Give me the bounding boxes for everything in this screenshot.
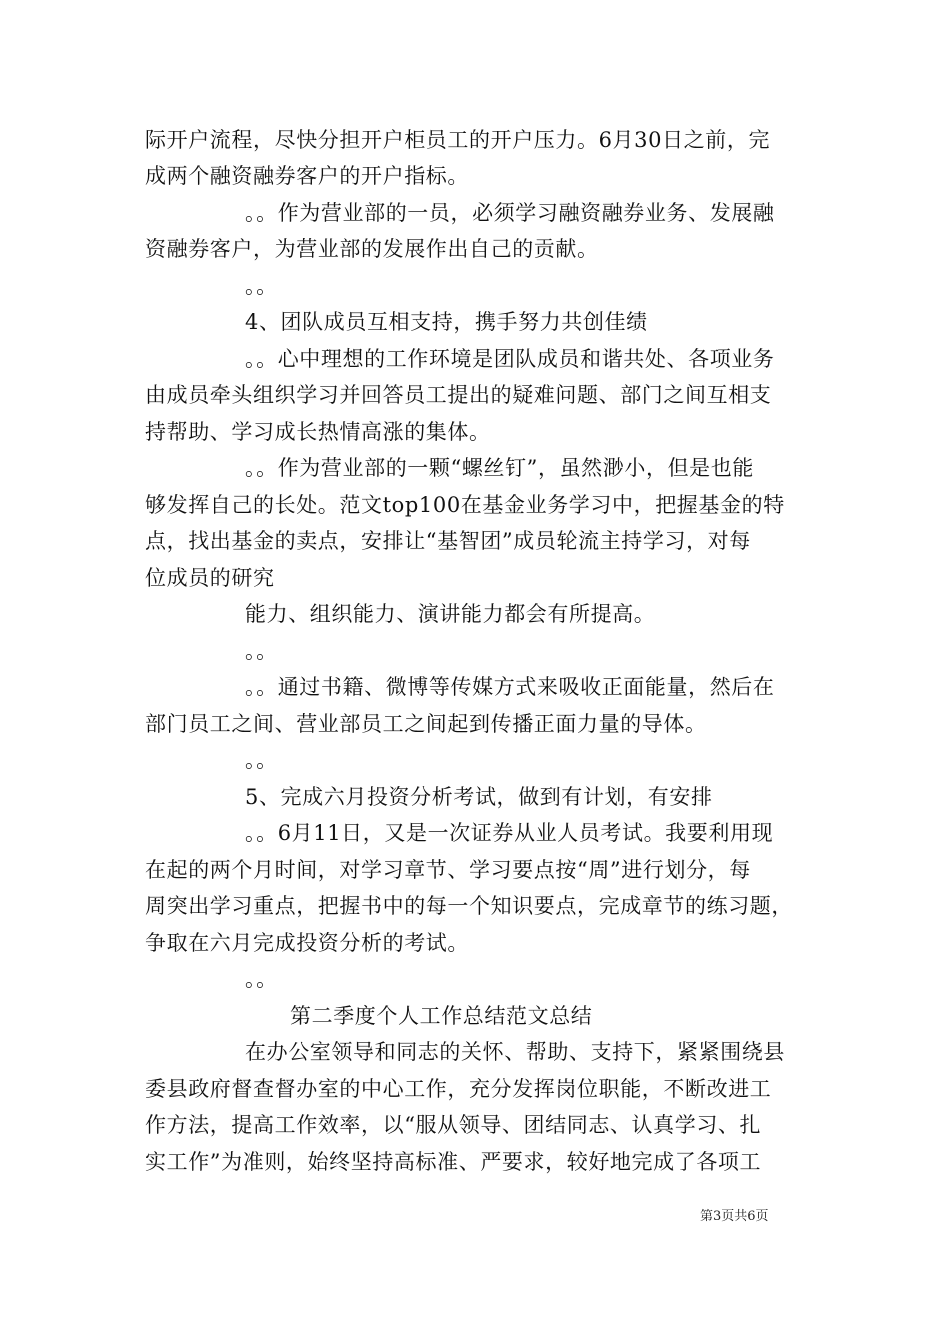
article-title: 第二季度个人工作总结范文总结 [290, 1004, 593, 1028]
text-line: 。。6月11日，又是一次证券从业人员考试。我要利用现 [245, 821, 774, 845]
text-line: 际开户流程，尽快分担开户柜员工的开户压力。6月30日之前，完 [145, 128, 771, 152]
text-line: 资融券客户，为营业部的发展作出自己的贡献。 [145, 237, 599, 261]
text-line: 。。 [245, 274, 278, 298]
text-line: 。。通过书籍、微博等传媒方式来吸收正面能量，然后在 [245, 675, 775, 699]
text-line: 。。 [245, 967, 278, 991]
text-line: 位成员的研究 [145, 566, 275, 590]
page-number: 第3页共6页 [700, 1209, 769, 1224]
text-line: 。。作为营业部的一颗“螺丝钉”，虽然渺小，但是也能 [245, 456, 754, 480]
text-line: 作方法，提高工作效率，以“服从领导、团结同志、认真学习、扎 [145, 1113, 762, 1137]
text-line: 成两个融资融券客户的开户指标。 [145, 164, 469, 188]
text-line: 点，找出基金的卖点，安排让“基智团”成员轮流主持学习，对每 [145, 529, 751, 553]
text-line: 。。 [245, 639, 278, 663]
text-line: 能力、组织能力、演讲能力都会有所提高。 [245, 602, 656, 626]
text-line: 。。心中理想的工作环境是团队成员和谐共处、各项业务 [245, 347, 775, 371]
text-line: 。。作为营业部的一员，必须学习融资融券业务、发展融 [245, 201, 775, 225]
text-line: 。。 [245, 748, 278, 772]
text-line: 在办公室领导和同志的关怀、帮助、支持下，紧紧围绕县 [245, 1040, 785, 1064]
section-heading: 4、团队成员互相支持，携手努力共创佳绩 [245, 310, 648, 334]
section-heading: 5、完成六月投资分析考试，做到有计划，有安排 [245, 785, 713, 809]
text-line: 持帮助、学习成长热情高涨的集体。 [145, 420, 491, 444]
text-line: 委县政府督查督办室的中心工作，充分发挥岗位职能，不断改进工 [145, 1077, 772, 1101]
text-line: 在起的两个月时间，对学习章节、学习要点按“周”进行划分，每 [145, 858, 751, 882]
text-line: 由成员牵头组织学习并回答员工提出的疑难问题、部门之间互相支 [145, 383, 772, 407]
text-line: 争取在六月完成投资分析的考试。 [145, 931, 469, 955]
text-line: 够发挥自己的长处。范文top100在基金业务学习中，把握基金的特 [145, 493, 785, 517]
text-line: 周突出学习重点，把握书中的每一个知识要点，完成章节的练习题， [145, 894, 793, 918]
text-line: 实工作”为准则，始终坚持高标准、严要求，较好地完成了各项工 [145, 1150, 762, 1174]
text-line: 部门员工之间、营业部员工之间起到传播正面力量的导体。 [145, 712, 707, 736]
